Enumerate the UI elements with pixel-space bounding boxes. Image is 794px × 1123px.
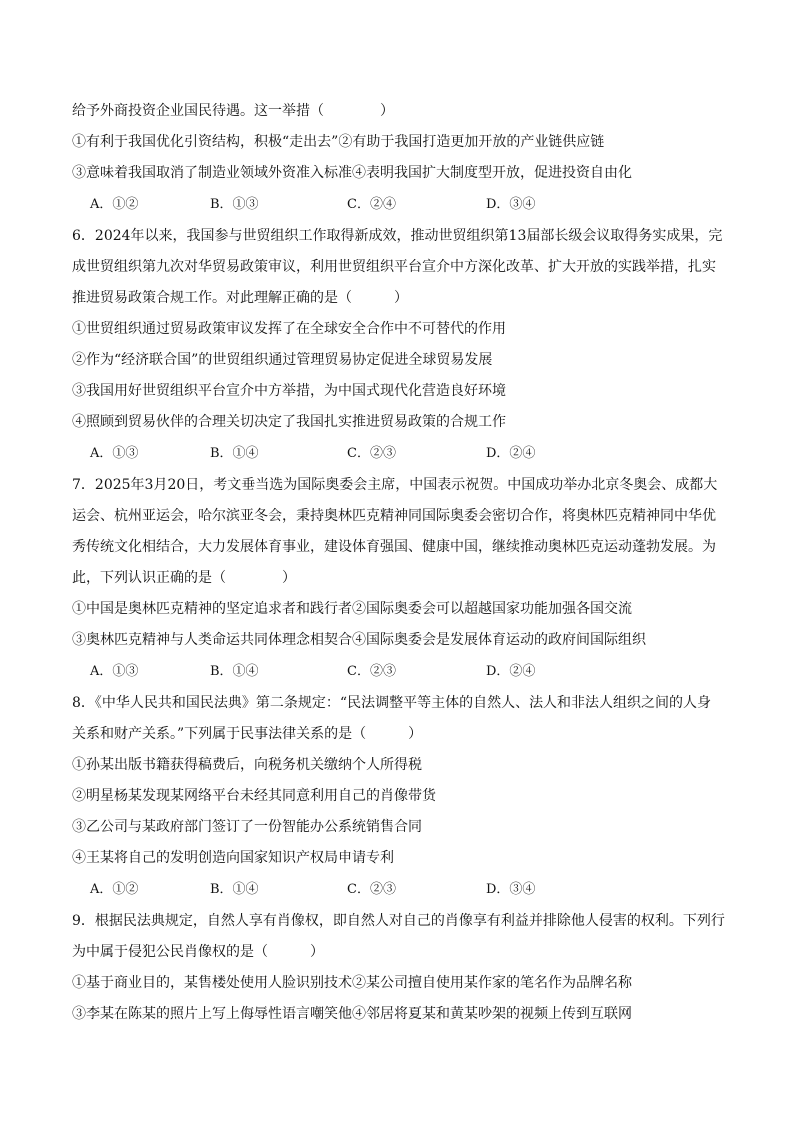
question-6-line: 成世贸组织第九次对华贸易政策审议，利用世贸组织平台宣介中方深化改革、扩大开放的实践举措，扎实 xyxy=(72,259,716,275)
option-b: B．①④ xyxy=(210,446,259,461)
question-9-line: 为中属于侵犯公民肖像权的是（ ） xyxy=(72,944,324,960)
question-8-statement: ②明星杨某发现某网络平台未经其同意利用自己的肖像带货 xyxy=(72,788,436,804)
question-statement-line: ①有利于我国优化引资结构，积极“走出去”②有助于我国打造更加开放的产业链供应链 xyxy=(72,134,605,150)
question-9-line: 9．根据民法典规定，自然人享有肖像权，即自然人对自己的肖像享有利益并排除他人侵害的权利。下列行 xyxy=(72,913,725,929)
question-statement-line: ③意味着我国取消了制造业领域外资准入标准④表明我国扩大制度型开放，促进投资自由化 xyxy=(72,165,632,181)
option-b: B．①③ xyxy=(210,197,259,212)
option-c: C．②③ xyxy=(347,446,396,461)
question-8-statement: ③乙公司与某政府部门签订了一份智能办公系统销售合同 xyxy=(72,819,422,835)
option-d: D．③④ xyxy=(486,882,536,897)
question-9-statement: ③李某在陈某的照片上写上侮辱性语言嘲笑他④邻居将夏某和黄某吵架的视频上传到互联网 xyxy=(72,1006,632,1022)
option-d: D．②④ xyxy=(486,664,536,679)
option-d: D．③④ xyxy=(486,197,536,212)
question-text-line: 给予外商投资企业国民待遇。这一举措（ ） xyxy=(72,103,394,119)
option-c: C．②④ xyxy=(347,197,396,212)
question-7-statement: ①中国是奥林匹克精神的坚定追求者和践行者②国际奥委会可以超越国家功能加强各国交流 xyxy=(72,601,632,617)
question-6-line: 推进贸易政策合规工作。对此理解正确的是（ ） xyxy=(72,290,408,306)
option-a: A．①③ xyxy=(90,446,139,461)
question-7-statement: ③奥林匹克精神与人类命运共同体理念相契合④国际奥委会是发展体育运动的政府间国际组织 xyxy=(72,632,646,648)
question-6-statement: ②作为“经济联合国”的世贸组织通过管理贸易协定促进全球贸易发展 xyxy=(72,352,493,368)
question-9-statement: ①基于商业目的，某售楼处使用人脸识别技术②某公司擅自使用某作家的笔名作为品牌名称 xyxy=(72,975,632,991)
question-8-statement: ④王某将自己的发明创造向国家知识产权局申请专利 xyxy=(72,850,394,866)
question-6-statement: ①世贸组织通过贸易政策审议发挥了在全球安全合作中不可替代的作用 xyxy=(72,321,506,337)
option-c: C．②③ xyxy=(347,664,396,679)
question-8-line: 8．《中华人民共和国民法典》第二条规定：“民法调整平等主体的自然人、法人和非法人组织之间的人身 xyxy=(72,695,712,711)
question-8-statement: ①孙某出版书籍获得稿费后，向税务机关缴纳个人所得税 xyxy=(72,757,422,773)
option-a: A．①③ xyxy=(90,664,139,679)
question-7-line: 秀传统文化相结合，大力发展体育事业，建设体育强国、健康中国，继续推动奥林匹克运动蓬勃发展。为 xyxy=(72,539,716,555)
question-7-line: 7．2025年3月20日，考文垂当选为国际奥委会主席，中国表示祝贺。中国成功举办北京冬奥会、成都大 xyxy=(72,477,718,493)
option-d: D．②④ xyxy=(486,446,536,461)
question-7-line: 运会、杭州亚运会，哈尔滨亚冬会，秉持奥林匹克精神同国际奥委会密切合作，将奥林匹克精神同中华优 xyxy=(72,508,716,524)
option-b: B．①④ xyxy=(210,882,259,897)
option-b: B．①④ xyxy=(210,664,259,679)
option-a: A．①② xyxy=(90,882,139,897)
question-6-statement: ③我国用好世贸组织平台宣介中方举措，为中国式现代化营造良好环境 xyxy=(72,383,506,399)
question-6-line: 6．2024年以来，我国参与世贸组织工作取得新成效，推动世贸组织第13届部长级会议取得务实成果，完 xyxy=(72,228,723,244)
question-7-line: 此，下列认识正确的是（ ） xyxy=(72,570,296,586)
question-6-statement: ④照顾到贸易伙伴的合理关切决定了我国扎实推进贸易政策的合规工作 xyxy=(72,414,506,430)
option-a: A．①② xyxy=(90,197,139,212)
question-8-line: 关系和财产关系。”下列属于民事法律关系的是（ ） xyxy=(72,726,423,742)
option-c: C．②③ xyxy=(347,882,396,897)
